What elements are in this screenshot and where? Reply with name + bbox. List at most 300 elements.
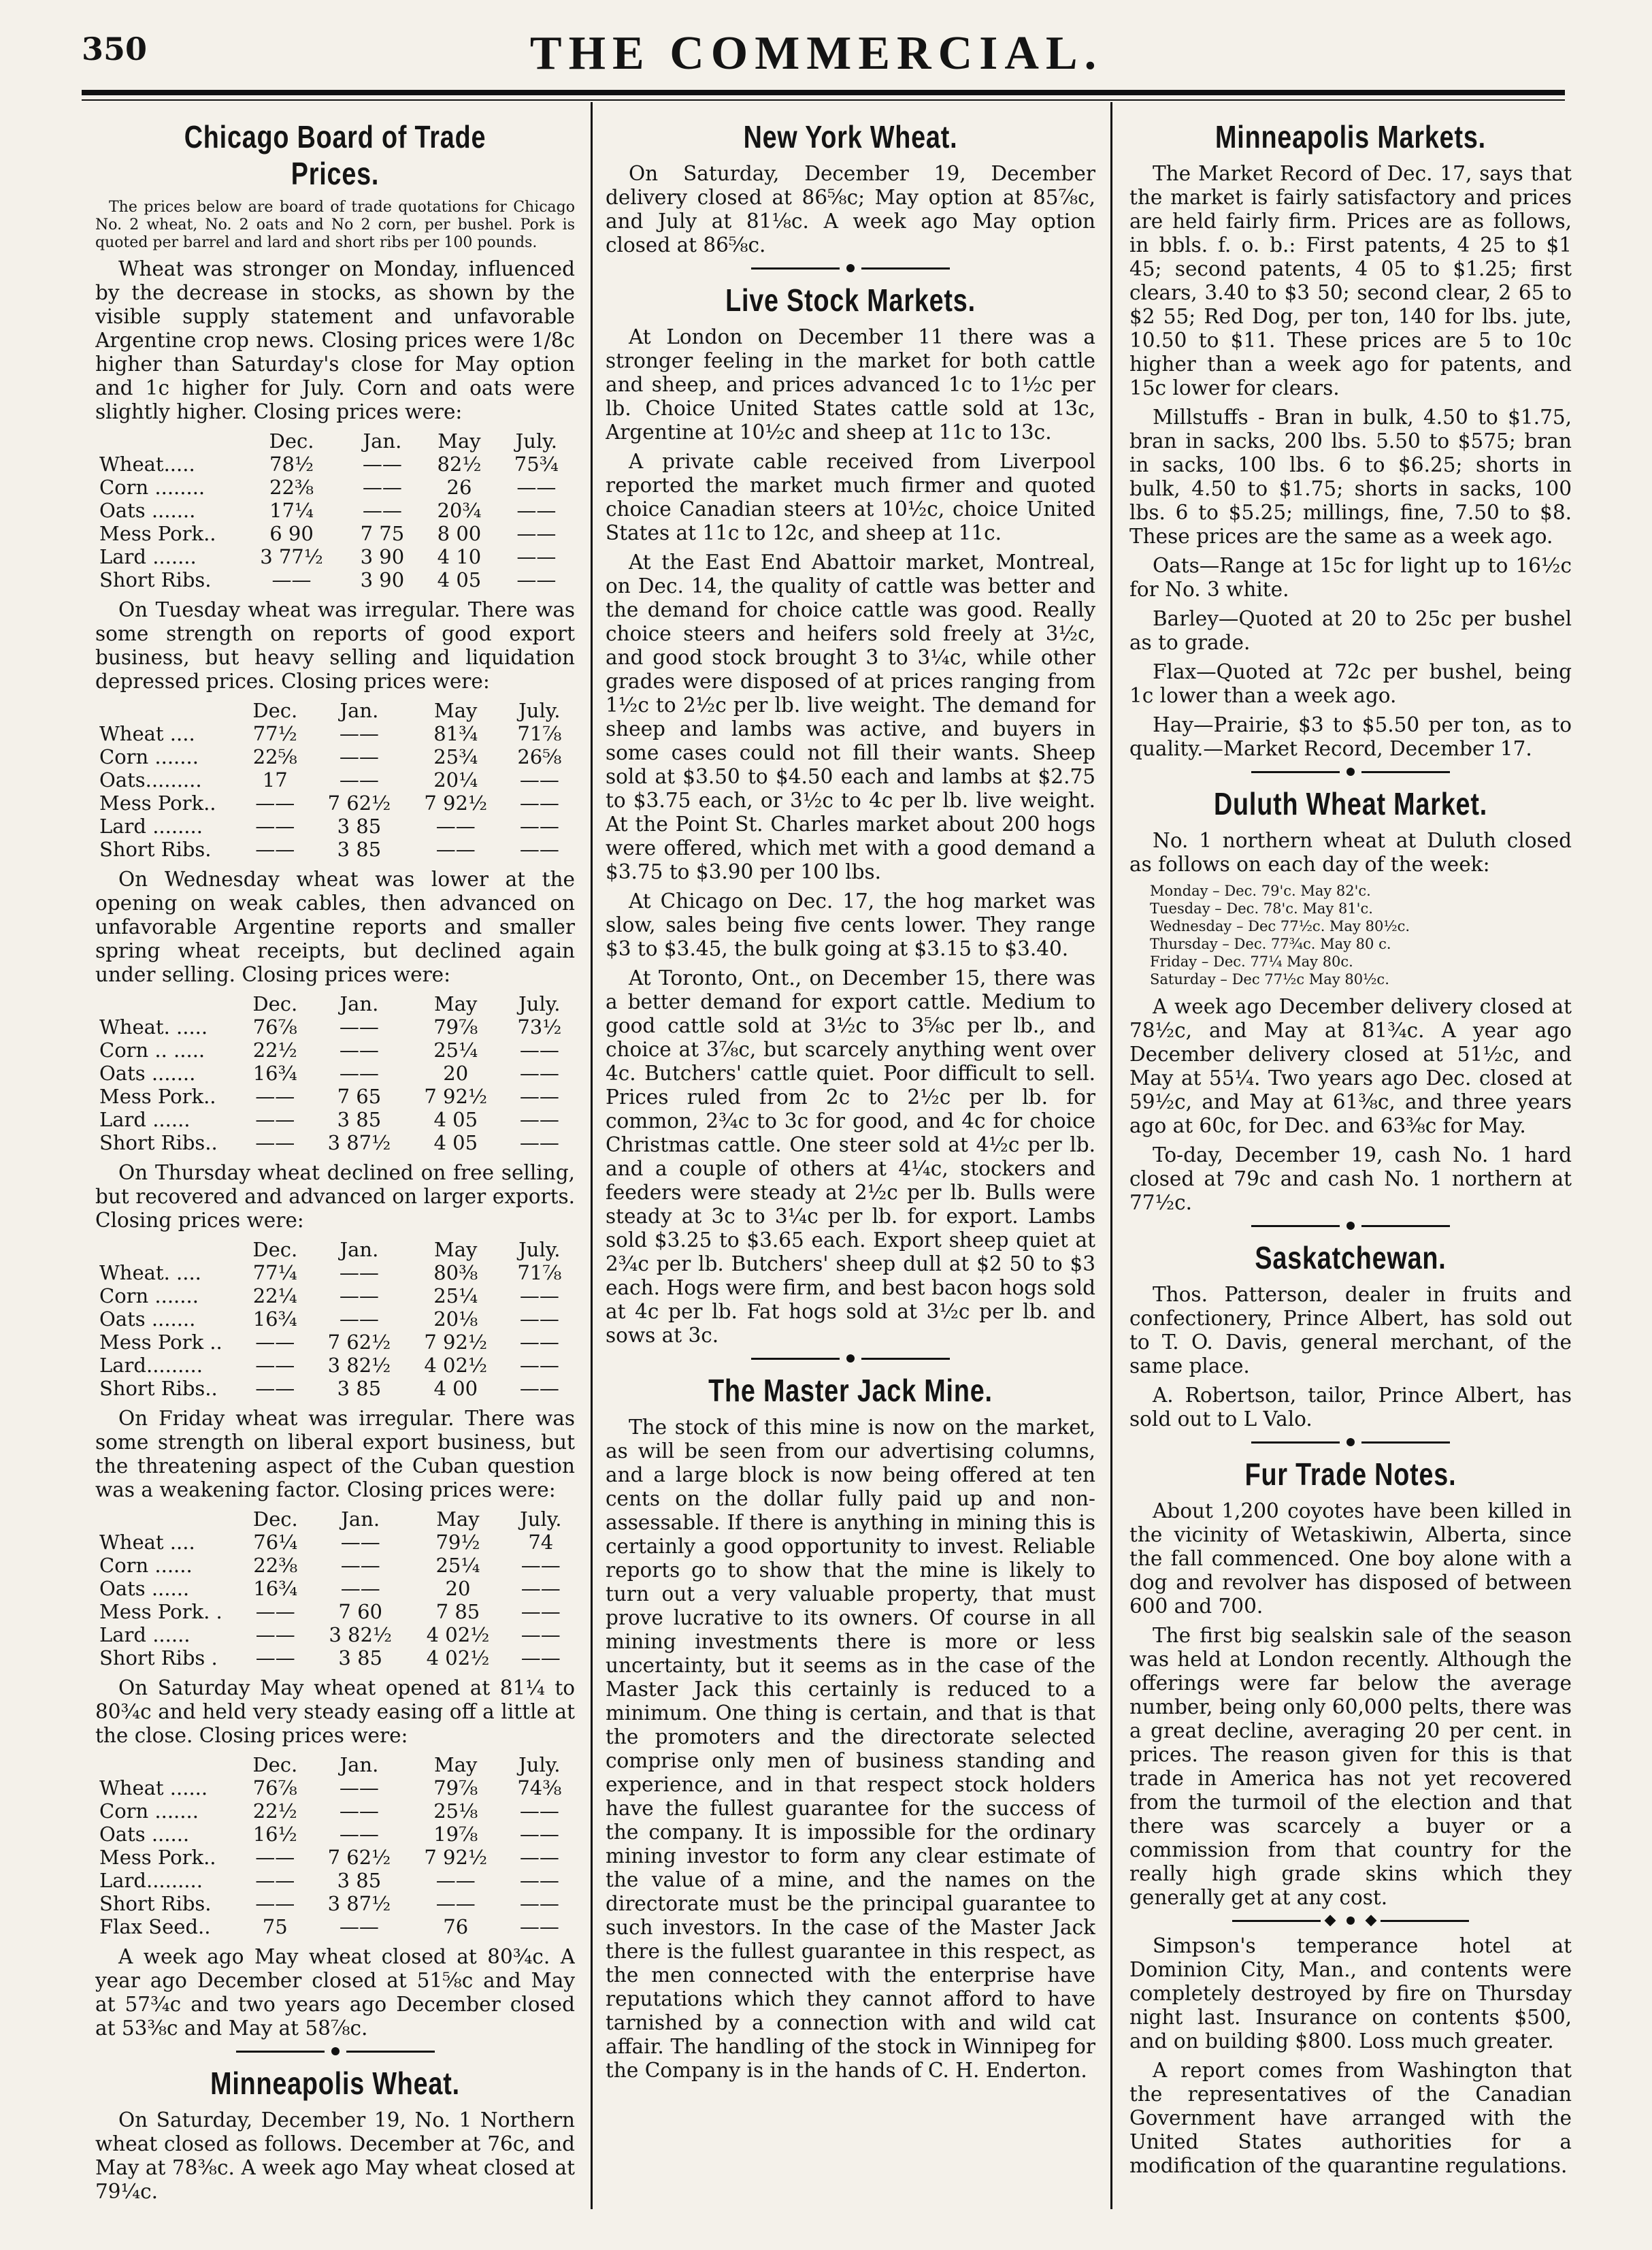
- live-stock-section: [606, 282, 1095, 1348]
- col-header: Dec.: [252, 1507, 298, 1531]
- price-cell: ——: [521, 1577, 561, 1600]
- table-row: [95, 1108, 575, 1131]
- table-row: [95, 1799, 575, 1823]
- price-cell: ——: [519, 1823, 559, 1846]
- table-row: [95, 745, 575, 768]
- price-table: [95, 1507, 575, 1669]
- commodity-label: Wheat ....: [99, 722, 195, 745]
- section-heading: The Master Jack Mine.: [708, 1373, 993, 1408]
- price-cell: 19⅞: [433, 1823, 478, 1846]
- article-paragraph: Barley—Quoted at 20 to 25c per bushel as to grade.: [1129, 607, 1572, 654]
- table-row: [95, 1600, 575, 1623]
- new-york-section: [606, 118, 1095, 257]
- list-item: Tuesday – Dec. 78'c. May 81'c.: [1150, 900, 1373, 917]
- fur-trade-section: [1129, 1456, 1572, 1910]
- price-cell: ——: [339, 1799, 379, 1823]
- price-cell: ——: [521, 1600, 561, 1623]
- price-cell: 25¾: [433, 745, 478, 768]
- duluth-section: [1129, 785, 1572, 1215]
- price-cell: 3 82½: [329, 1623, 393, 1646]
- commodity-label: Short Ribs..: [99, 1131, 218, 1154]
- table-row: [95, 1331, 575, 1354]
- section-heading: Saskatchewan.: [1255, 1240, 1447, 1275]
- price-cell: 77½: [252, 722, 297, 745]
- price-cell: 4 02½: [426, 1623, 490, 1646]
- section-ornament: [1129, 1438, 1572, 1446]
- col-header: Jan.: [340, 1238, 379, 1261]
- price-cell: 80⅜: [433, 1261, 478, 1284]
- price-cell: ——: [516, 476, 557, 499]
- masthead-title: THE COMMERCIAL.: [529, 27, 1104, 80]
- price-cell: 75: [262, 1915, 288, 1938]
- table-row: [95, 1915, 575, 1938]
- price-cell: ——: [339, 1062, 379, 1085]
- price-cell: 16½: [252, 1823, 297, 1846]
- article-paragraph: Simpson's temperance hotel at Dominion City, Man., and contents were completely destroyed by fire on Thursday night last. Insurance on contents $500, and on building $800. Loss much greater.: [1129, 1934, 1572, 2053]
- price-cell: 20⅛: [433, 1307, 478, 1331]
- price-cell: ——: [519, 815, 559, 838]
- table-row: [95, 453, 575, 476]
- commodity-label: Short Ribs .: [99, 1646, 218, 1669]
- price-cell: 7 62½: [327, 1846, 391, 1869]
- table-row: [95, 1377, 575, 1400]
- price-cell: ——: [362, 453, 402, 476]
- table-row: [95, 499, 575, 522]
- price-cell: 76¼: [253, 1531, 298, 1554]
- price-cell: 8 00: [437, 522, 482, 545]
- price-cell: ——: [521, 1646, 561, 1669]
- section-heading: Live Stock Markets.: [725, 282, 976, 318]
- section-heading: Minneapolis Wheat.: [210, 2066, 460, 2101]
- commodity-label: Corn .. .....: [99, 1039, 205, 1062]
- price-cell: 16¾: [252, 1062, 297, 1085]
- article-paragraph: A private cable received from Liverpool reported the market much firmer and quoted choice Canadian steers at 10½c, choice United States at 11c to 12c, and sheep at 11c.: [606, 450, 1095, 544]
- col-header: [95, 1753, 239, 1776]
- price-cell: ——: [339, 1015, 379, 1039]
- price-cell: ——: [519, 1354, 559, 1377]
- day-report: On Saturday May wheat opened at 81¼ to 80¾c and held very steady easing off a little at the close. Closing prices were:: [95, 1676, 575, 1747]
- day-report: On Thursday wheat declined on free selling, but recovered and advanced on larger exports. Closing prices were:: [95, 1161, 575, 1232]
- commodity-label: Wheat.....: [99, 453, 195, 476]
- article-paragraph: The stock of this mine is now on the market, as will be seen from our advertising columns, and a large block is now being offered at ten cents on the dollar fully paid up and non-assessable. If there is anything in mining this is certainly a good opportunity to invest. Reliable reports go to show that the mine is likely to turn out a very valuable property, that must prove lucrative to its owners. Of course in all mining investments there is more or less uncertainty, but it seems as in the case of the Master Jack this certainly is reduced to a minimum. One thing is certain, and that is that the promoters and the directorate selected comprise only men of business standing and experience, and in that respect stock holders have the fullest guarantee for the success of the company. It is impossible for the ordinary mining investor to form any clear estimate of the value of a mine, and the names on the directorate must be the principal guarantee to such investors. In the case of the Master Jack there is the fullest guarantee in this respect, as the men connected with the enterprise have reputations which they cannot afford to have tarnished by a connection with and wild cat affair. The handling of the stock in Winnipeg for the Company is in the hands of C. H. Enderton.: [606, 1416, 1095, 2082]
- col-header: July.: [515, 429, 557, 453]
- price-cell: ——: [362, 476, 402, 499]
- commodity-label: Oats ......: [99, 1823, 190, 1846]
- col-header: [95, 992, 239, 1015]
- table-row: [95, 476, 575, 499]
- price-cell: 3 85: [337, 1108, 382, 1131]
- chicago-section: [95, 118, 575, 2040]
- table-row: [95, 792, 575, 815]
- commodity-label: Corn .......: [99, 1799, 199, 1823]
- price-table: [95, 699, 575, 861]
- commodity-label: Oats .......: [99, 499, 196, 522]
- commodity-label: Short Ribs.: [99, 568, 212, 591]
- price-cell: ——: [519, 768, 559, 792]
- article-paragraph: Oats—Range at 15c for light up to 16½c for No. 3 white.: [1129, 554, 1572, 601]
- price-cell: 3 77½: [260, 545, 323, 568]
- price-cell: ——: [519, 792, 559, 815]
- col-header: Dec.: [269, 429, 314, 453]
- col-header: July.: [520, 1507, 562, 1531]
- price-table: [95, 992, 575, 1154]
- table-row: [95, 1261, 575, 1284]
- table-row: [95, 1577, 575, 1600]
- price-cell: 3 85: [337, 815, 382, 838]
- price-cell: ——: [519, 1892, 559, 1915]
- article-paragraph: Thos. Patterson, dealer in fruits and confectionery, Prince Albert, has sold out to T. O. Davis, general merchant, of the same place.: [1129, 1283, 1572, 1377]
- price-cell: 20¼: [433, 768, 478, 792]
- table-row: [95, 1892, 575, 1915]
- article-paragraph: To-day, December 19, cash No. 1 hard closed at 79c and cash No. 1 northern at 77½c.: [1129, 1143, 1572, 1214]
- col-header: July.: [518, 1753, 561, 1776]
- intro-note: The prices below are board of trade quotations for Chicago No. 2 wheat, No. 2 oats and No 2 corn, per bushel. Pork is quoted per barrel and lard and short ribs per 100 pounds.: [95, 199, 575, 251]
- price-cell: 3 87½: [327, 1131, 391, 1154]
- price-cell: ——: [339, 1823, 379, 1846]
- price-cell: ——: [255, 1377, 295, 1400]
- price-cell: ——: [519, 1799, 559, 1823]
- price-cell: ——: [519, 1131, 559, 1154]
- table-row: [95, 545, 575, 568]
- price-cell: ——: [255, 1331, 295, 1354]
- price-cell: 3 85: [337, 1377, 382, 1400]
- list-item: Saturday – Dec 77½c May 80½c.: [1150, 971, 1389, 988]
- table-row: [95, 568, 575, 591]
- price-cell: 20¾: [437, 499, 482, 522]
- section-heading: Duluth Wheat Market.: [1213, 786, 1488, 821]
- day-report: On Tuesday wheat was irregular. There was some strength on reports of good export business, but heavy selling and liquidation depressed prices. Closing prices were:: [95, 598, 575, 693]
- price-cell: ——: [362, 499, 402, 522]
- section-ornament: [95, 2047, 575, 2055]
- table-row: [95, 1062, 575, 1085]
- price-cell: ——: [340, 1531, 380, 1554]
- section-heading: Chicago Board of Trade Prices.: [184, 119, 486, 191]
- price-cell: 71⅞: [517, 722, 562, 745]
- price-cell: ——: [516, 568, 557, 591]
- col-header: May: [434, 992, 478, 1015]
- col-header: May: [434, 699, 478, 722]
- price-cell: ——: [340, 1554, 380, 1577]
- article-paragraph: A report comes from Washington that the representatives of the Canadian Government have arranged with the United States authorities for a modification of the quarantine regulations.: [1129, 2059, 1572, 2177]
- price-cell: 4 05: [433, 1131, 478, 1154]
- col-header: July.: [518, 1238, 561, 1261]
- price-cell: 25¼: [435, 1554, 480, 1577]
- price-cell: 7 92½: [424, 1085, 488, 1108]
- commodity-label: Oats ......: [99, 1577, 190, 1600]
- price-cell: ——: [521, 1554, 561, 1577]
- article-paragraph: At London on December 11 there was a stronger feeling in the market for both cattle and sheep, and prices advanced 1c to 1½c per lb. Choice United States cattle sold at 13c, Argentine at 10½c and sheep at 11c to 13c.: [606, 325, 1095, 444]
- price-cell: ——: [255, 1108, 295, 1131]
- price-cell: ——: [519, 1869, 559, 1892]
- price-cell: ——: [516, 522, 557, 545]
- article-paragraph: Flax—Quoted at 72c per bushel, being 1c lower than a week ago.: [1129, 660, 1572, 707]
- price-cell: 79⅞: [433, 1776, 478, 1799]
- page-number: 350: [82, 31, 148, 67]
- price-cell: ——: [339, 1915, 379, 1938]
- price-cell: ——: [519, 838, 559, 861]
- price-cell: ——: [339, 768, 379, 792]
- table-row: [95, 768, 575, 792]
- price-cell: 7 92½: [424, 1846, 488, 1869]
- commodity-label: Mess Pork ..: [99, 1331, 222, 1354]
- price-cell: ——: [255, 1646, 295, 1669]
- column-divider: [1110, 102, 1112, 2209]
- price-cell: ——: [339, 745, 379, 768]
- commodity-label: Short Ribs.: [99, 1892, 212, 1915]
- price-cell: 74⅜: [517, 1776, 562, 1799]
- price-cell: 3 85: [337, 838, 382, 861]
- col-header: Dec.: [252, 1238, 298, 1261]
- price-cell: 4 10: [437, 545, 482, 568]
- price-cell: 7 60: [338, 1600, 382, 1623]
- article-paragraph: At Toronto, Ont., on December 15, there was a better demand for export cattle. Medium to good cattle sold at 3½c to 3⅝c per lb., and choice at 3⅞c, but scarcely anything went over 4c. Butchers' cattle quiet. Poor difficult to sell. Prices ruled from 2c to 2½c per lb. for common, 2¾c to 3c for good, and 4c for choice Christmas cattle. One steer sold at 4½c per lb. and a couple of others at 4¼c, stockers and feeders were steady at 2½c per lb. Bulls were steady at 3c to 3¼c per lb. for export. Lambs sold $3.25 to $3.65 each. Export sheep quiet at 2¾c per lb. Butchers' sheep dull at $2 50 to $3 each. Hogs were firm, and best bacon hogs sold at 4c per lb. Fat hogs sold at 3½c per lb. and sows at 3c.: [606, 966, 1095, 1347]
- col-header: Dec.: [252, 699, 298, 722]
- price-cell: 78½: [269, 453, 314, 476]
- price-cell: ——: [339, 1261, 379, 1284]
- price-cell: 17¼: [269, 499, 314, 522]
- commodity-label: Corn ......: [99, 1554, 193, 1577]
- table-row: [95, 1554, 575, 1577]
- price-cell: ——: [519, 1331, 559, 1354]
- price-cell: ——: [519, 1307, 559, 1331]
- price-cell: 7 62½: [327, 792, 391, 815]
- price-cell: 79½: [435, 1531, 480, 1554]
- price-cell: ——: [519, 1039, 559, 1062]
- price-cell: 3 85: [338, 1646, 382, 1669]
- list-item: Monday – Dec. 79'c. May 82'c.: [1150, 883, 1371, 899]
- col-header: May: [434, 1753, 478, 1776]
- commodity-label: Mess Pork..: [99, 1846, 216, 1869]
- list-item: Thursday – Dec. 77¾c. May 80 c.: [1150, 936, 1391, 952]
- commodity-label: Lard ........: [99, 815, 203, 838]
- price-cell: ——: [255, 1085, 295, 1108]
- col-header: Dec.: [252, 992, 298, 1015]
- price-cell: ——: [519, 1915, 559, 1938]
- commodity-label: Wheat. ....: [99, 1261, 201, 1284]
- price-cell: 20: [443, 1062, 469, 1085]
- col-header: Jan.: [340, 1753, 379, 1776]
- price-cell: 6 90: [269, 522, 314, 545]
- col-header: July.: [518, 992, 561, 1015]
- column-2: [606, 114, 1095, 2223]
- column-3: [1129, 114, 1572, 2223]
- col-header: May: [437, 429, 481, 453]
- table-row: [95, 722, 575, 745]
- table-row: [95, 1623, 575, 1646]
- master-jack-section: [606, 1372, 1095, 2083]
- commodity-label: Mess Pork..: [99, 522, 216, 545]
- day-report: On Wednesday wheat was lower at the opening on weak cables, then advanced on unfavorable Argentine reports and smaller spring wheat receipts, but declined again under selling. Closing prices were:: [95, 868, 575, 986]
- section-heading: Fur Trade Notes.: [1244, 1456, 1457, 1492]
- price-cell: ——: [255, 1846, 295, 1869]
- closing-summary: A week ago May wheat closed at 80¾c. A year ago December closed at 51⅝c and May at 57¾c and two years ago December closed at 53⅜c and May at 58⅞c.: [95, 1945, 575, 2040]
- price-cell: 22½: [252, 1039, 297, 1062]
- price-cell: 76: [443, 1915, 469, 1938]
- col-header: Jan.: [340, 992, 379, 1015]
- col-header: [95, 699, 239, 722]
- table-row: [95, 1776, 575, 1799]
- table-row: [95, 1284, 575, 1307]
- minneapolis-markets-section: [1129, 118, 1572, 761]
- section-heading: New York Wheat.: [743, 119, 958, 154]
- table-row: [95, 1039, 575, 1062]
- table-row: [95, 815, 575, 838]
- price-cell: 3 90: [360, 568, 405, 591]
- col-header: [95, 429, 239, 453]
- price-cell: 79⅞: [433, 1015, 478, 1039]
- table-row: [95, 1354, 575, 1377]
- section-ornament: [606, 264, 1095, 272]
- section-ornament: [1129, 1222, 1572, 1230]
- price-cell: 3 85: [337, 1869, 382, 1892]
- price-cell: 4 05: [437, 568, 482, 591]
- commodity-label: Lard.........: [99, 1869, 203, 1892]
- price-cell: 25¼: [433, 1284, 478, 1307]
- price-cell: 26⅝: [517, 745, 562, 768]
- price-cell: 4 00: [433, 1377, 478, 1400]
- table-row: [95, 838, 575, 861]
- price-cell: 7 92½: [424, 792, 488, 815]
- price-cell: ——: [516, 499, 557, 522]
- price-cell: ——: [435, 1892, 476, 1915]
- price-cell: 4 02½: [426, 1646, 490, 1669]
- price-cell: ——: [255, 1600, 295, 1623]
- col-header: May: [434, 1238, 478, 1261]
- commodity-label: Lard ......: [99, 1108, 191, 1131]
- price-cell: ——: [339, 1039, 379, 1062]
- price-cell: ——: [339, 1307, 379, 1331]
- price-cell: ——: [255, 1623, 295, 1646]
- header-rule: [82, 90, 1565, 95]
- col-header: May: [436, 1507, 480, 1531]
- commodity-label: Lard.........: [99, 1354, 203, 1377]
- section-ornament: [1129, 768, 1572, 776]
- price-cell: 22⅜: [253, 1554, 298, 1577]
- price-cell: 26: [446, 476, 472, 499]
- article-paragraph: Hay—Prairie, $3 to $5.50 per ton, as to quality.—Market Record, December 17.: [1129, 713, 1572, 760]
- article-paragraph: A week ago December delivery closed at 78½c, and May at 81¾c. A year ago December delivery closed at 51½c, and May at 55¼. Two years ago Dec. closed at 59½c, and May at 61⅜c, and three years ago at 60c, for Dec. and 63⅜c for May.: [1129, 995, 1572, 1137]
- article-paragraph: A. Robertson, tailor, Prince Albert, has sold out to L Valo.: [1129, 1384, 1572, 1431]
- day-report: On Friday wheat was irregular. There was some strength on liberal export business, but the threatening aspect of the Cuban question was a weakening factor. Closing prices were:: [95, 1407, 575, 1501]
- price-cell: 81¾: [433, 722, 478, 745]
- article-paragraph: On Saturday, December 19, No. 1 Northern wheat closed as follows. December at 76c, and May at 78⅜c. A week ago May wheat closed at 79¼c.: [95, 2108, 575, 2203]
- misc-news-section: [1129, 1934, 1572, 2178]
- price-cell: ——: [255, 1892, 295, 1915]
- table-row: [95, 1131, 575, 1154]
- daily-closing-list: [1150, 882, 1572, 988]
- table-row: [95, 1015, 575, 1039]
- table-row: [95, 1869, 575, 1892]
- column-1: [95, 114, 575, 2223]
- price-cell: 16¾: [253, 1577, 298, 1600]
- price-cell: 7 65: [337, 1085, 382, 1108]
- price-cell: 4 02½: [424, 1354, 488, 1377]
- price-cell: ——: [519, 1108, 559, 1131]
- article-paragraph: At the East End Abattoir market, Montreal, on Dec. 14, the quality of cattle was better and the demand for choice cattle was good. Really choice steers and heifers sold freely at 3½c, and good stock brought 3 to 3¼c, while other grades were disposed of at prices ranging from 1½c to 2½c per lb. live weight. The demand for sheep and lambs was active, and buyers in some cases could not fill their wants. Sheep sold at $3.50 to $4.50 each and lambs at $2.75 to $3.75 each, or 3½c to 4c per lb. live weight. At the Point St. Charles market about 200 hogs were offered, which met with a good demand a $3.75 to $3.90 per 100 lbs.: [606, 551, 1095, 883]
- col-header: Jan.: [341, 1507, 380, 1531]
- price-cell: ——: [255, 815, 295, 838]
- price-cell: 7 92½: [424, 1331, 488, 1354]
- price-cell: ——: [516, 545, 557, 568]
- table-row: [95, 1846, 575, 1869]
- price-cell: ——: [519, 1085, 559, 1108]
- col-header: Jan.: [363, 429, 402, 453]
- commodity-label: Lard ......: [99, 1623, 191, 1646]
- article-paragraph: Millstuffs - Bran in bulk, 4.50 to $1.75, bran in sacks, 200 lbs. 5.50 to $575; bran in sacks, 100 lbs. 6 to $6.25; shorts in bulk, 4.50 to $1.75; shorts in sacks, 100 lbs. 6 to $5.25; millings, fine, 7.50 to $8. These prices are the same as a week ago.: [1129, 406, 1572, 548]
- commodity-label: Corn .......: [99, 745, 199, 768]
- price-cell: ——: [255, 1354, 295, 1377]
- list-item: Friday – Dec. 77¼ May 80c.: [1150, 953, 1353, 970]
- price-cell: 76⅞: [252, 1015, 297, 1039]
- day-report: Wheat was stronger on Monday, influenced by the decrease in stocks, as shown by the visible supply statement and unfavorable Argentine crop news. Closing prices were 1/8c higher than Saturday's close for May option and 1c higher for July. Corn and oats were slightly higher. Closing prices were:: [95, 257, 575, 423]
- article-paragraph: The first big sealskin sale of the season was held at London recently. Although the offerings were far below the average number, being only 60,000 pelts, there was a great decline, averaging 20 per cent. in prices. The reason given for this is that trade in America has not yet recovered from the turmoil of the election and that there was scarcely a buyer or a commission from that country for the really high grade skins which they generally get at any cost.: [1129, 1624, 1572, 1909]
- price-cell: ——: [339, 1284, 379, 1307]
- minneapolis-wheat-section: [95, 2065, 575, 2204]
- price-cell: ——: [521, 1623, 561, 1646]
- commodity-label: Corn ........: [99, 476, 205, 499]
- price-cell: 4 05: [433, 1108, 478, 1131]
- price-cell: 3 90: [360, 545, 405, 568]
- col-header: July.: [518, 699, 561, 722]
- commodity-label: Oats .......: [99, 1307, 196, 1331]
- price-cell: ——: [519, 1377, 559, 1400]
- price-cell: 16¾: [252, 1307, 297, 1331]
- price-cell: 22½: [252, 1799, 297, 1823]
- price-cell: 25⅛: [433, 1799, 478, 1823]
- price-cell: ——: [519, 1846, 559, 1869]
- commodity-label: Wheat ....: [99, 1531, 195, 1554]
- price-cell: ——: [255, 792, 295, 815]
- commodity-label: Mess Pork..: [99, 792, 216, 815]
- price-cell: ——: [519, 1284, 559, 1307]
- col-header: [95, 1507, 239, 1531]
- section-heading: Minneapolis Markets.: [1215, 119, 1486, 154]
- table-row: [95, 1823, 575, 1846]
- price-cell: 77¼: [252, 1261, 297, 1284]
- article-paragraph: At Chicago on Dec. 17, the hog market was slow, sales being five cents lower. They range $3 to $3.45, the bulk going at $3.15 to $3.40.: [606, 890, 1095, 960]
- table-row: [95, 1085, 575, 1108]
- price-cell: ——: [435, 815, 476, 838]
- price-cell: 76⅞: [252, 1776, 297, 1799]
- price-cell: 3 82½: [327, 1354, 391, 1377]
- header-rule-thin: [82, 99, 1565, 101]
- col-header: [95, 1238, 239, 1261]
- article-paragraph: On Saturday, December 19, December delivery closed at 86⅝c; May option at 85⅞c, and July at 81⅛c. A week ago May option closed at 86⅝c.: [606, 162, 1095, 257]
- col-header: Jan.: [340, 699, 379, 722]
- table-row: [95, 1531, 575, 1554]
- commodity-label: Oats .......: [99, 1062, 196, 1085]
- price-cell: 22⅜: [269, 476, 314, 499]
- commodity-label: Oats.........: [99, 768, 202, 792]
- section-ornament: [1129, 1917, 1572, 1925]
- price-cell: ——: [339, 1776, 379, 1799]
- price-table: [95, 1753, 575, 1938]
- price-cell: ——: [435, 838, 476, 861]
- commodity-label: Short Ribs.: [99, 838, 212, 861]
- table-row: [95, 1646, 575, 1669]
- price-table: [95, 429, 575, 591]
- price-cell: ——: [271, 568, 312, 591]
- price-cell: ——: [255, 1131, 295, 1154]
- commodity-label: Short Ribs..: [99, 1377, 218, 1400]
- price-cell: ——: [519, 1062, 559, 1085]
- price-cell: ——: [255, 838, 295, 861]
- price-cell: 71⅞: [517, 1261, 562, 1284]
- column-divider: [591, 102, 593, 2209]
- commodity-label: Wheat. .....: [99, 1015, 208, 1039]
- price-cell: ——: [340, 1577, 380, 1600]
- price-cell: 7 75: [360, 522, 405, 545]
